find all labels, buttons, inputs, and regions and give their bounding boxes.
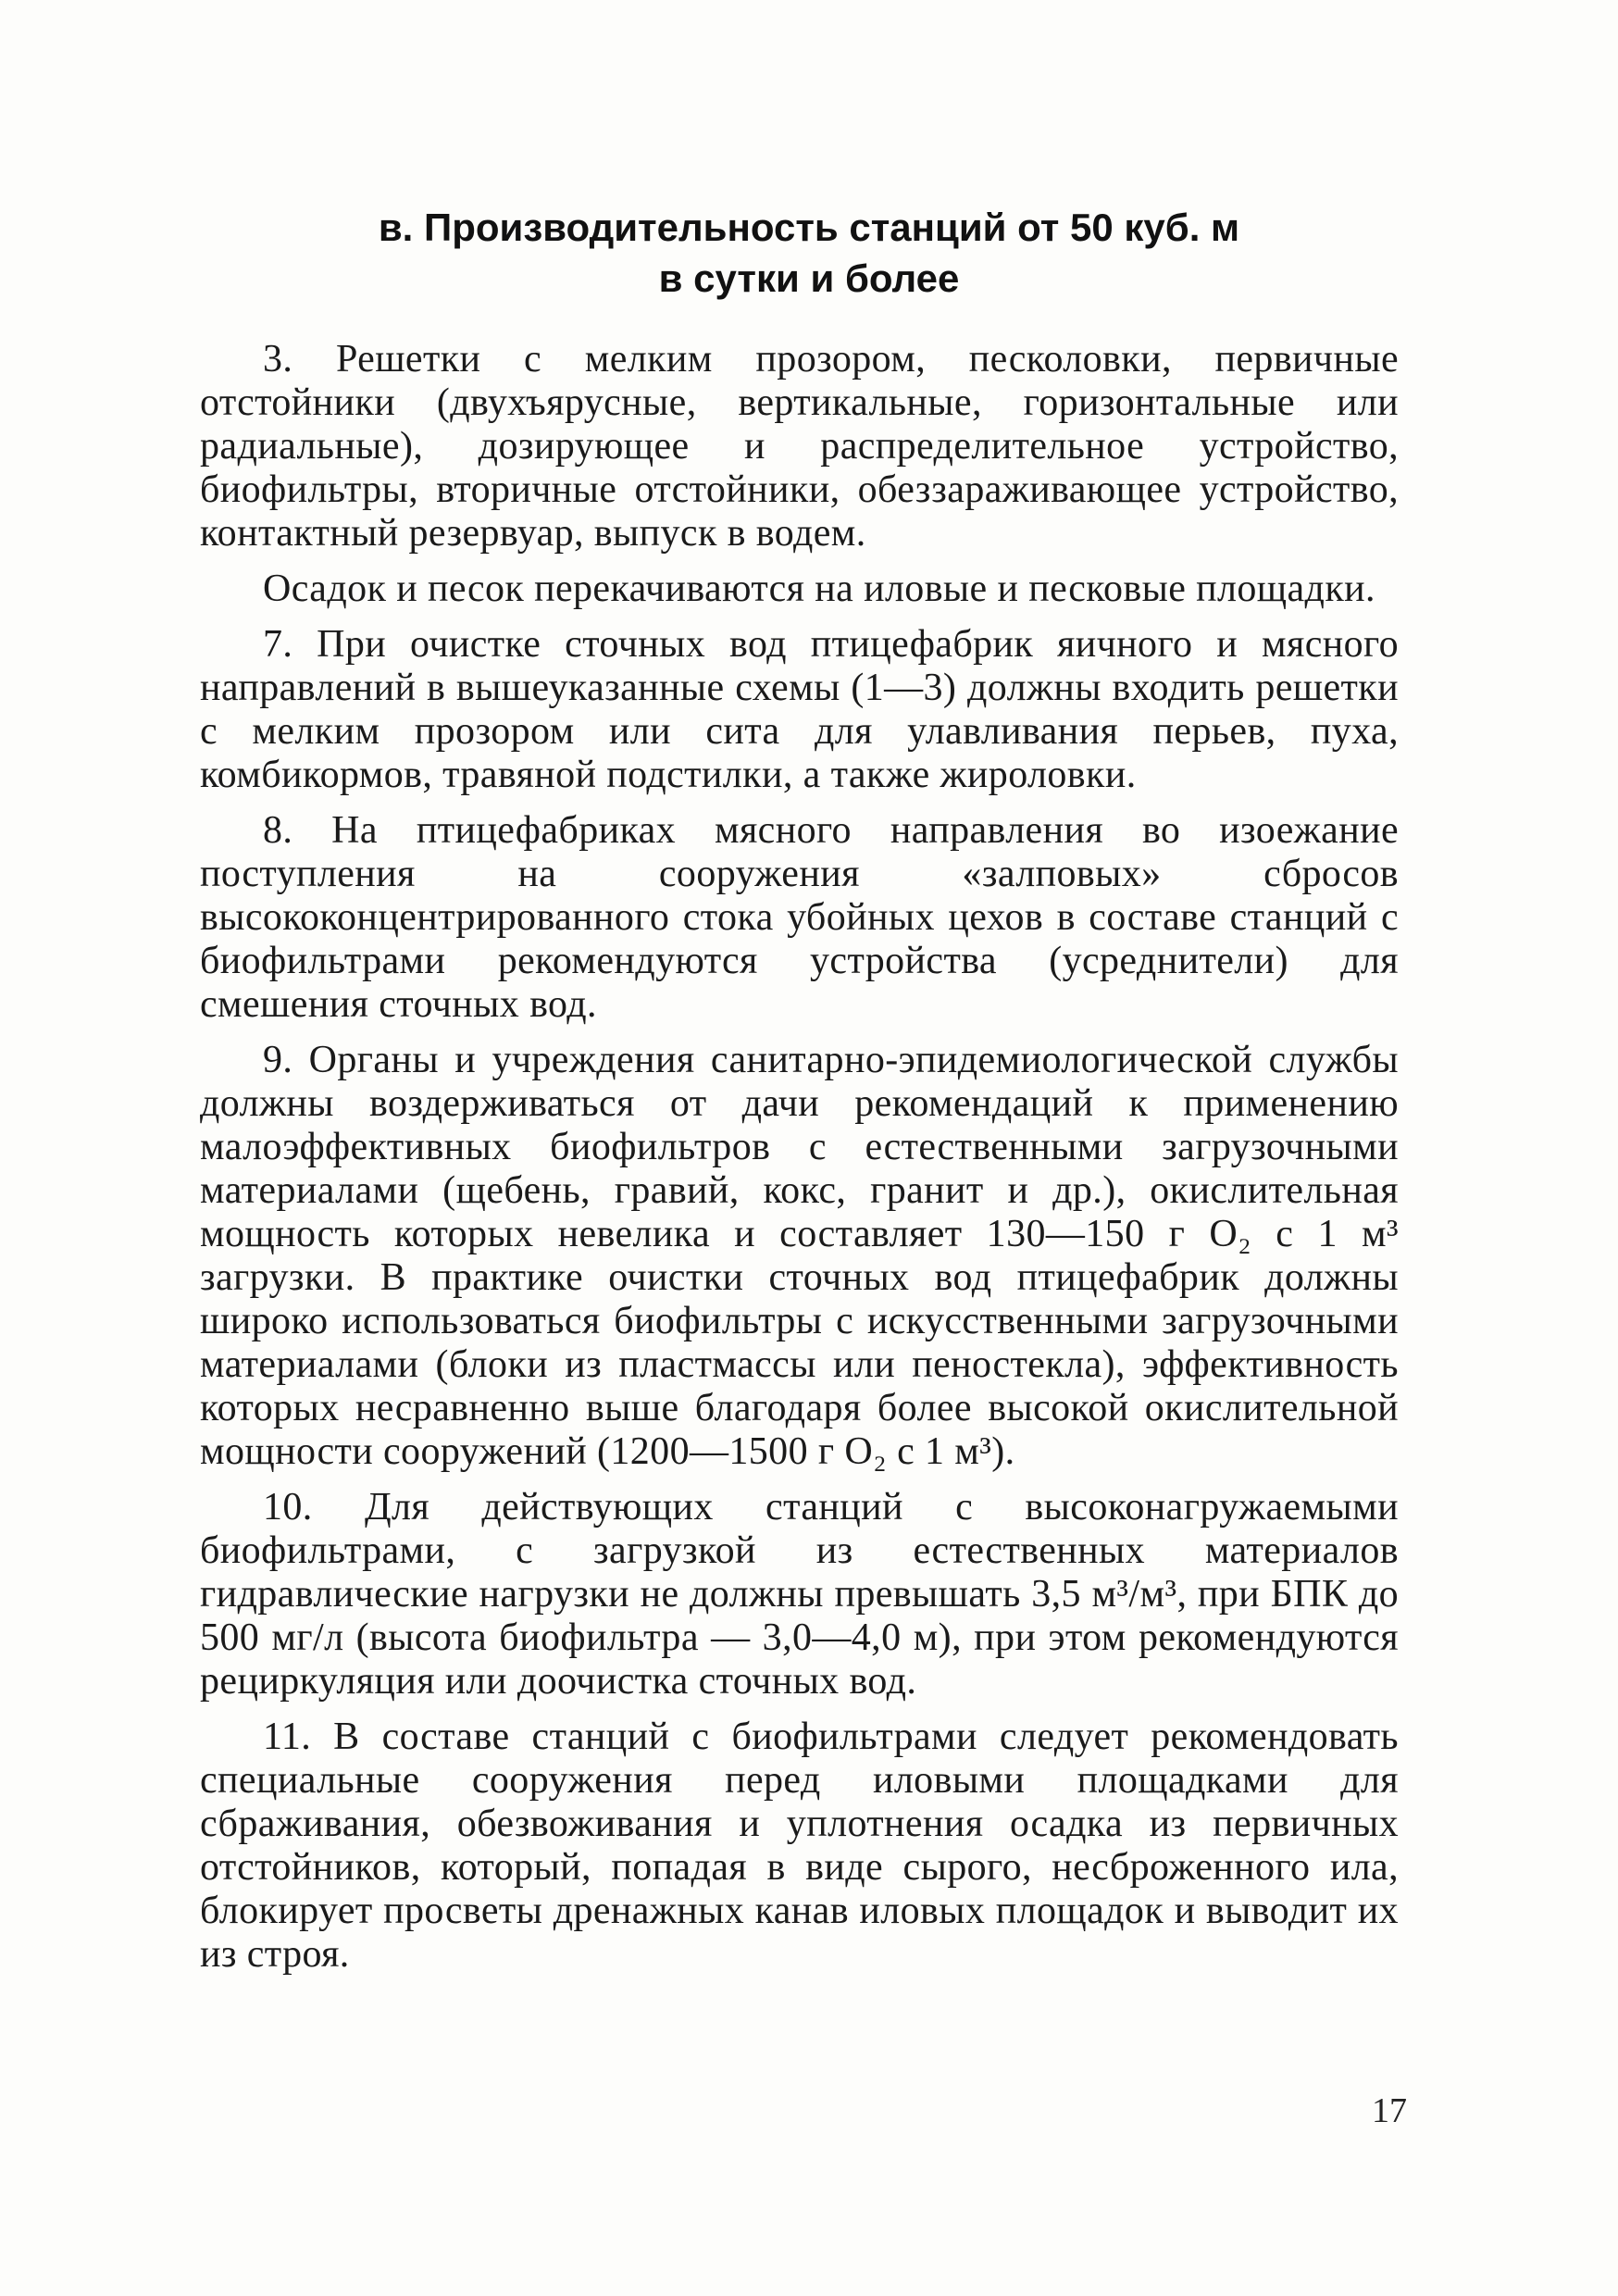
paragraph-item-11: 11. В составе станций с биофильтрами следует рекомендовать специальные сооружения перед иловыми площадками для сбраживания, обезвоживания и уплотнения осадка из первичных отстойников, который, попадая в виде сырого, несброженного ила, блокирует просветы дренажных канав иловых площадок и выводит их из строя. xyxy=(200,1716,1399,1976)
paragraph-item-8: 8. На птицефабриках мясного направления во изоежание поступления на сооружения «залповых» сбросов высококонцентрированного стока убойных цехов в составе станций с биофильтрами рекомендуются устройства (усреднители) для смешения сточных вод. xyxy=(200,809,1399,1026)
body-text xyxy=(200,338,1399,1989)
paragraph-sediment: Осадок и песок перекачиваются на иловые и песковые площадки. xyxy=(263,568,1375,610)
section-heading-line-2: в сутки и более xyxy=(658,256,960,300)
section-heading-line-1: в. Производительность станций от 50 куб. м xyxy=(378,206,1240,249)
paragraph-item-10: 10. Для действующих станций с высоконагружаемыми биофильтрами, с загрузкой из естественных материалов гидравлические нагрузки не должны превышать 3,5 м³/м³, при БПК до 500 мг/л (высота биофильтра — 3,0—4,0 м), при этом рекомендуются рециркуляция или доочистка сточных вод. xyxy=(200,1486,1399,1703)
page-number: 17 xyxy=(1372,2091,1407,2130)
paragraph-item-3: 3. Решетки с мелким прозором, песколовки, первичные отстойники (двухъярусные, вертикальные, горизонтальные или радиальные), дозирующее и распределительное устройство, биофильтры, вторичные отстойники, обеззараживающее устройство, контактный резервуар, выпуск в водем. xyxy=(200,338,1399,555)
paragraph-item-7: 7. При очистке сточных вод птицефабрик яичного и мясного направлений в вышеуказанные схемы (1—3) должны входить решетки с мелким прозором или сита для улавливания перьев, пуха, комбикормов, травяной подстилки, а также жироловки. xyxy=(200,623,1399,796)
paragraph-item-9: 9. Органы и учреждения санитарно-эпидемиологической службы должны воздерживаться от дачи рекомендаций к применению малоэффективных биофильтров с естественными загрузочными материалами (щебень, гравий, кокс, гранит и др.), окислительная мощность которых невелика и составляет 130—150 г О₂ с 1 м³ загрузки. В практике очистки сточных вод птицефабрик должны широко использоваться биофильтры с искусственными загрузочными материалами (блоки из пластмассы или пеностекла), эффективность которых несравненно выше благодаря более высокой окислительной мощности сооружений (1200—1500 г О₂ с 1 м³). xyxy=(200,1039,1399,1473)
section-heading xyxy=(0,202,1618,304)
